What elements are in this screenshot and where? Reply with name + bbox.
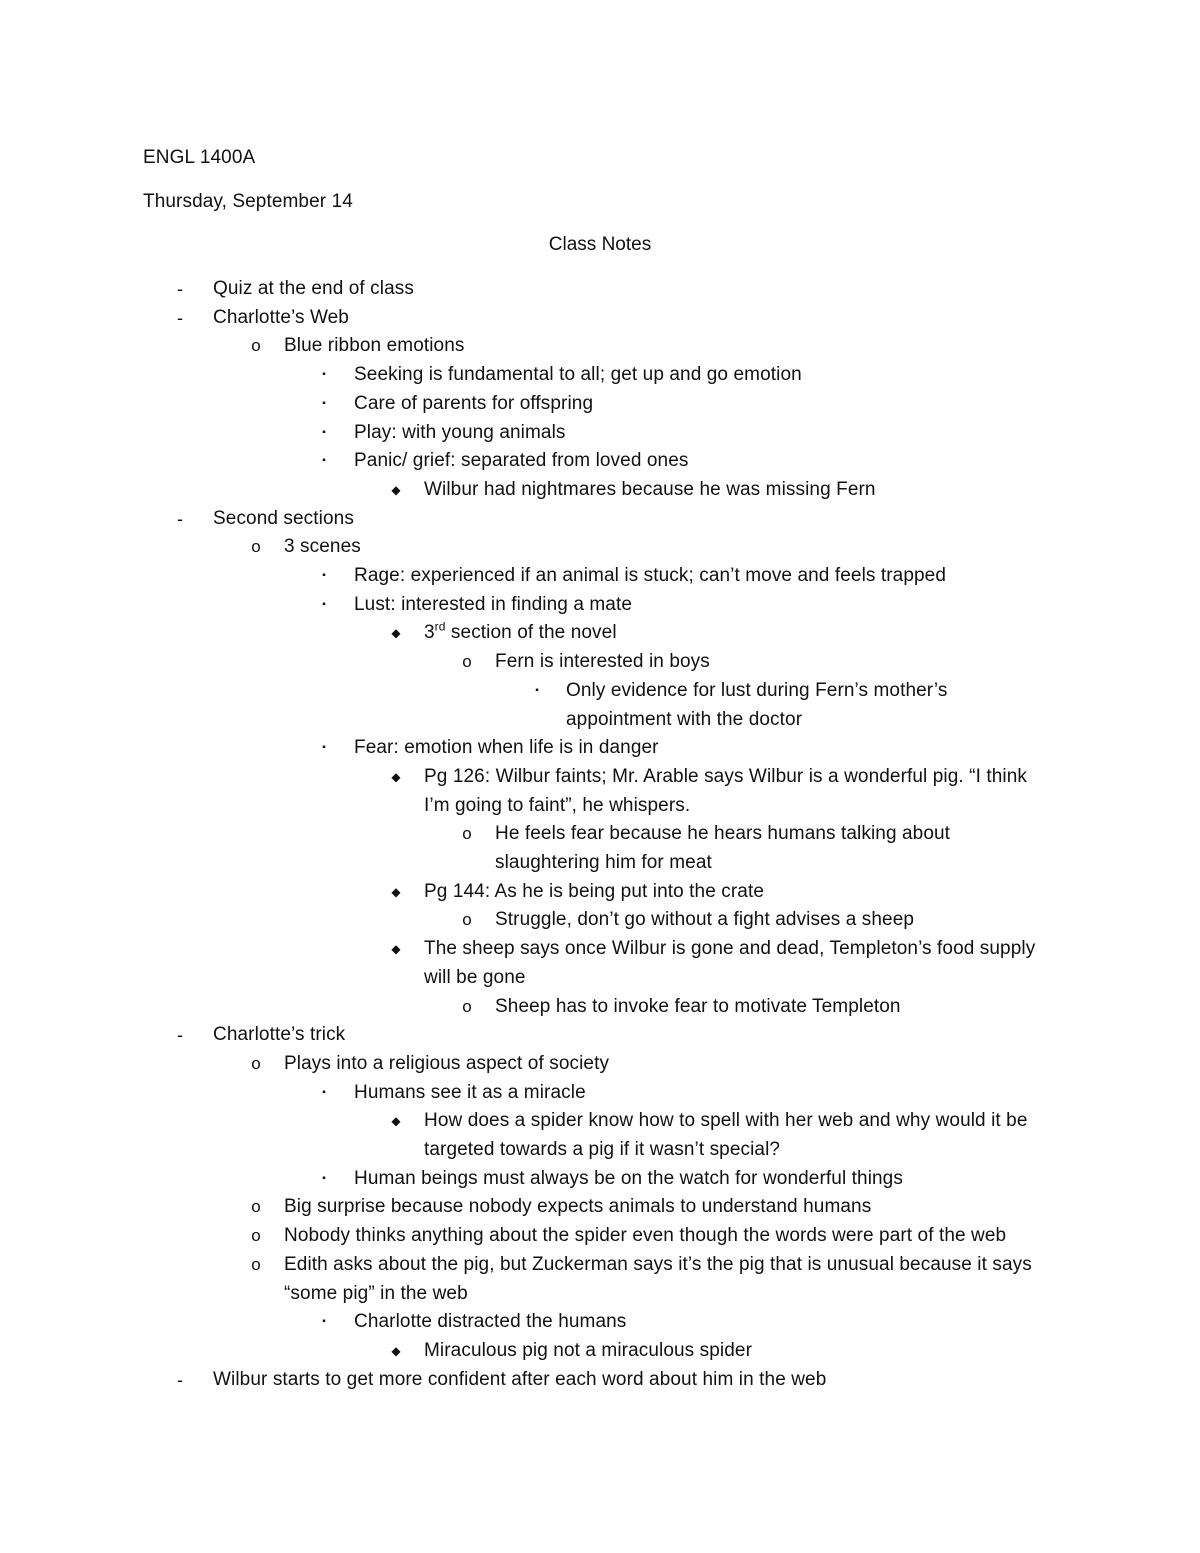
diamond-bullet-icon: ◆ (391, 626, 401, 640)
note-item-level-2: Nobody thinks anything about the spider even though the words were part of the web (284, 1225, 1007, 1246)
dash-bullet: - (177, 308, 183, 328)
note-continuation: targeted towards a pig if it wasn’t special? (424, 1139, 781, 1160)
course-code: ENGL 1400A (143, 147, 256, 168)
diamond-bullet-icon: ◆ (391, 1114, 401, 1128)
note-item-level-2: 3 scenes (284, 536, 361, 557)
square-bullet-icon: ▪ (322, 398, 326, 409)
note-continuation: I’m going to faint”, he whispers. (424, 795, 691, 816)
note-item-level-1: Second sections (213, 508, 354, 529)
note-superscript: rd (434, 619, 446, 634)
note-item-level-3: Seeking is fundamental to all; get up and go emotion (354, 364, 802, 385)
square-bullet-icon: ▪ (322, 1173, 326, 1184)
note-item-level-4: Pg 126: Wilbur faints; Mr. Arable says Wilbur is a wonderful pig. “I think (424, 766, 1027, 787)
dash-bullet: - (177, 509, 183, 529)
note-item-level-6: Only evidence for lust during Fern’s mother’s (566, 680, 948, 701)
square-bullet-icon: ▪ (322, 455, 326, 466)
circle-bullet: o (462, 910, 472, 929)
note-continuation: will be gone (424, 967, 526, 988)
circle-bullet: o (462, 652, 472, 671)
note-item-level-2: Big surprise because nobody expects animals to understand humans (284, 1196, 872, 1217)
square-bullet-icon: ▪ (322, 1087, 326, 1098)
note-item-level-4: Miraculous pig not a miraculous spider (424, 1340, 753, 1361)
note-item-level-5: Struggle, don’t go without a fight advises a sheep (495, 909, 915, 930)
note-item-level-4: Wilbur had nightmares because he was missing Fern (424, 479, 876, 500)
note-item-level-4: How does a spider know how to spell with her web and why would it be (424, 1110, 1028, 1131)
note-item-level-1: Charlotte’s Web (213, 307, 349, 328)
note-item-level-2: Blue ribbon emotions (284, 335, 465, 356)
note-item-level-1: Quiz at the end of class (213, 278, 414, 299)
square-bullet-icon: ▪ (322, 570, 326, 581)
note-item-level-3: Care of parents for offspring (354, 393, 594, 414)
note-item-level-5: He feels fear because he hears humans talking about (495, 823, 951, 844)
note-item-level-4: The sheep says once Wilbur is gone and dead, Templeton’s food supply (424, 938, 1036, 959)
note-continuation: “some pig” in the web (284, 1283, 468, 1304)
lecture-date: Thursday, September 14 (143, 191, 353, 212)
diamond-bullet-icon: ◆ (391, 483, 401, 497)
note-item-level-3: Play: with young animals (354, 422, 566, 443)
circle-bullet: o (251, 537, 261, 556)
dash-bullet: - (177, 1370, 183, 1390)
circle-bullet: o (251, 1226, 261, 1245)
note-text-prefix: 3 (424, 622, 435, 643)
circle-bullet: o (251, 336, 261, 355)
note-item-level-3: Humans see it as a miracle (354, 1082, 586, 1103)
note-item-level-2: Plays into a religious aspect of society (284, 1053, 610, 1074)
circle-bullet: o (462, 824, 472, 843)
note-item-level-2: Edith asks about the pig, but Zuckerman says it’s the pig that is unusual because it says (284, 1254, 1032, 1275)
circle-bullet: o (251, 1197, 261, 1216)
circle-bullet: o (462, 997, 472, 1016)
note-item-level-3: Fear: emotion when life is in danger (354, 737, 659, 758)
square-bullet-icon: ▪ (322, 427, 326, 438)
square-bullet-icon: ▪ (322, 369, 326, 380)
diamond-bullet-icon: ◆ (391, 770, 401, 784)
note-item-level-1: Wilbur starts to get more confident after each word about him in the web (213, 1369, 827, 1390)
note-item-level-3: Human beings must always be on the watch for wonderful things (354, 1168, 903, 1189)
square-bullet-icon: ▪ (322, 742, 326, 753)
note-item-level-5: Fern is interested in boys (495, 651, 710, 672)
note-item-level-3: Charlotte distracted the humans (354, 1311, 627, 1332)
note-item-level-3: Rage: experienced if an animal is stuck; can’t move and feels trapped (354, 565, 947, 586)
note-item-level-4: Pg 144: As he is being put into the crate (424, 881, 764, 902)
note-item-level-3: Panic/ grief: separated from loved ones (354, 450, 689, 471)
note-item-level-4 (424, 621, 617, 645)
note-item-level-5: Sheep has to invoke fear to motivate Templeton (495, 996, 901, 1017)
dash-bullet: - (177, 279, 183, 299)
square-bullet-icon: ▪ (322, 599, 326, 610)
note-text: section of the novel (445, 622, 617, 643)
square-bullet-icon: ▪ (535, 685, 539, 696)
circle-bullet: o (251, 1255, 261, 1274)
note-continuation: slaughtering him for meat (495, 852, 712, 873)
diamond-bullet-icon: ◆ (391, 1344, 401, 1358)
circle-bullet: o (251, 1054, 261, 1073)
note-continuation: appointment with the doctor (566, 709, 803, 730)
note-item-level-1: Charlotte’s trick (213, 1024, 346, 1045)
diamond-bullet-icon: ◆ (391, 942, 401, 956)
dash-bullet: - (177, 1025, 183, 1045)
page-title: Class Notes (548, 234, 652, 255)
diamond-bullet-icon: ◆ (391, 885, 401, 899)
square-bullet-icon: ▪ (322, 1316, 326, 1327)
note-item-level-3: Lust: interested in finding a mate (354, 594, 633, 615)
